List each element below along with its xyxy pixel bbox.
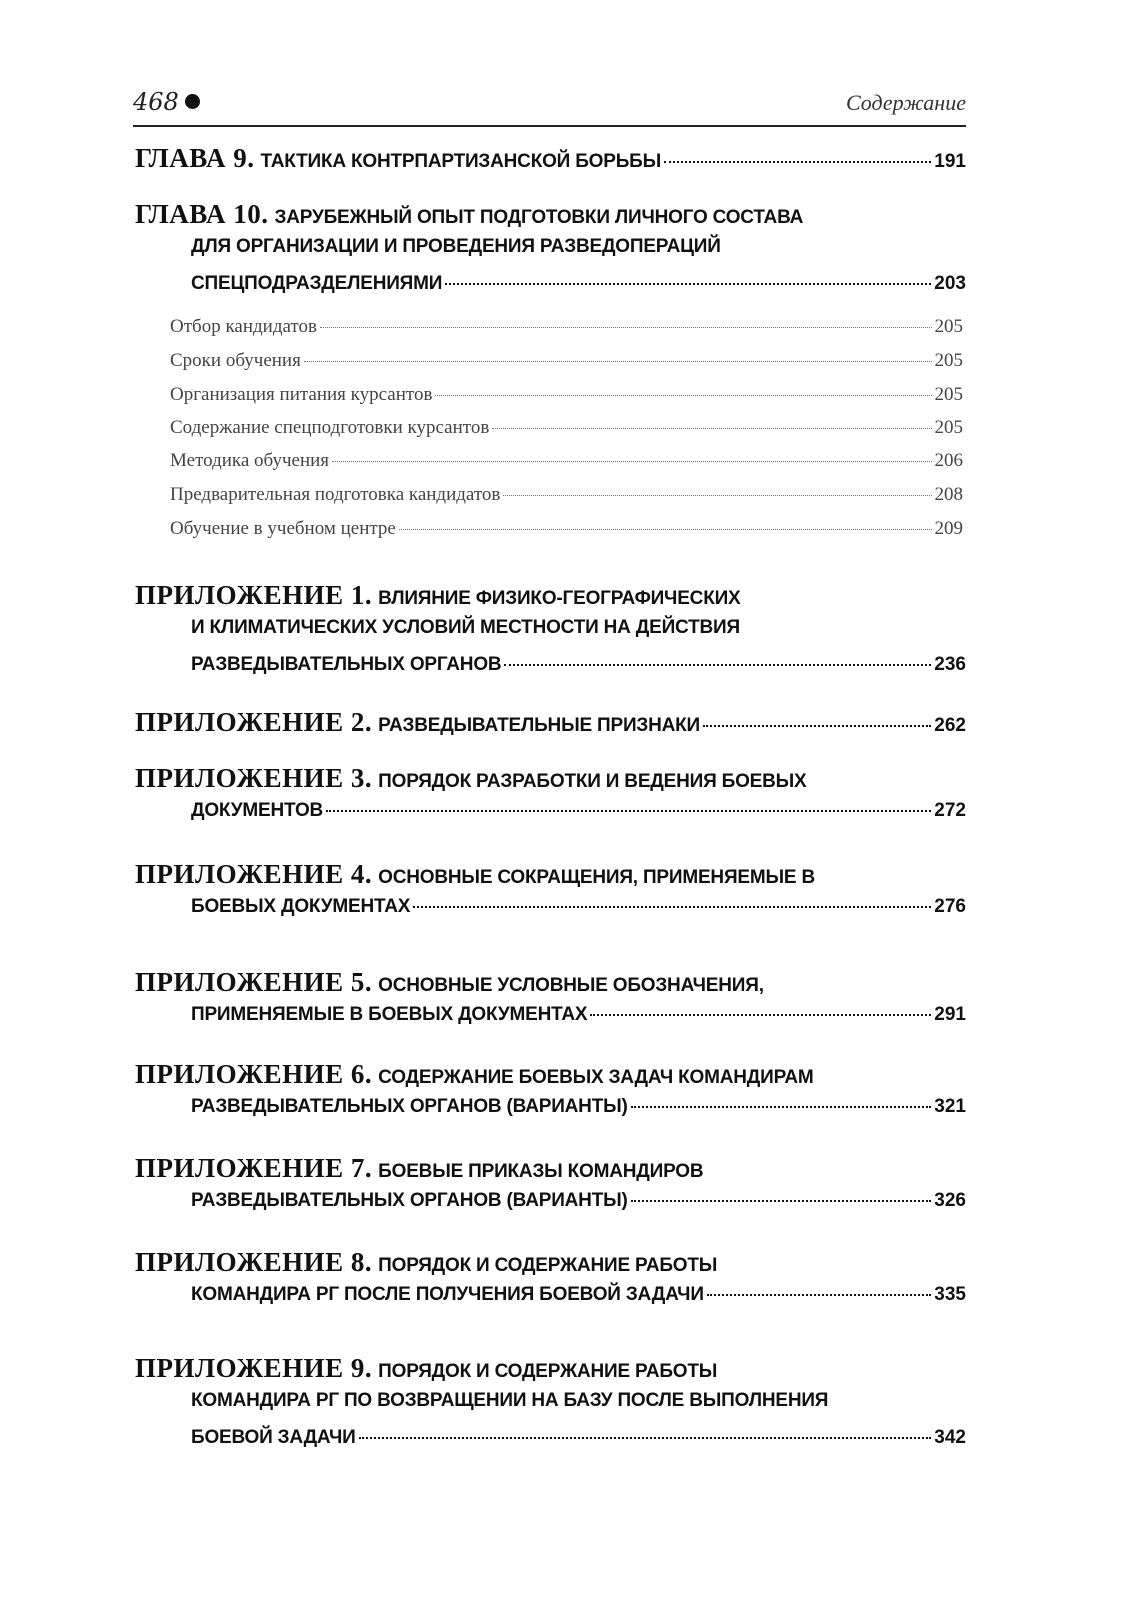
entry-line xyxy=(135,236,966,273)
entry-line xyxy=(135,896,966,933)
entry-title: ПОРЯДОК И СОДЕРЖАНИЕ РАБОТЫ xyxy=(378,1255,718,1276)
dot-leader xyxy=(445,283,931,285)
entry-title: БОЕВЫХ ДОКУМЕНТАХ xyxy=(191,896,411,917)
subsection-page: 206 xyxy=(934,450,963,471)
dot-leader xyxy=(359,1437,932,1439)
toc-subsection[interactable] xyxy=(170,518,963,552)
dot-leader xyxy=(664,161,931,163)
header-rule xyxy=(133,125,966,127)
toc-appendix-1[interactable] xyxy=(135,580,966,691)
entry-title: ПРИМЕНЯЕМЫЕ В БОЕВЫХ ДОКУМЕНТАХ xyxy=(191,1004,588,1025)
entry-label: ПРИЛОЖЕНИЕ 8. xyxy=(135,1247,373,1277)
entry-line xyxy=(135,1004,966,1041)
entry-line xyxy=(135,1390,966,1427)
entry-line xyxy=(135,763,966,800)
entry-line xyxy=(135,859,966,896)
entry-line xyxy=(135,1427,966,1464)
entry-label: ПРИЛОЖЕНИЕ 5. xyxy=(135,967,373,997)
entry-page: 276 xyxy=(934,896,966,917)
entry-line xyxy=(135,1284,966,1321)
entry-page: 291 xyxy=(934,1004,966,1025)
dot-leader xyxy=(504,664,931,666)
entry-page: 191 xyxy=(934,151,966,172)
entry-title: ОСНОВНЫЕ УСЛОВНЫЕ ОБОЗНАЧЕНИЯ, xyxy=(378,975,764,996)
entry-page: 335 xyxy=(934,1284,966,1305)
subsection-page: 205 xyxy=(934,316,963,337)
subsection-title: Обучение в учебном центре xyxy=(170,518,396,539)
subsection-title: Предварительная подготовка кандидатов xyxy=(170,484,501,505)
entry-label: ПРИЛОЖЕНИЕ 6. xyxy=(135,1059,373,1089)
entry-label: ПРИЛОЖЕНИЕ 7. xyxy=(135,1153,373,1183)
entry-title: РАЗВЕДЫВАТЕЛЬНЫЕ ПРИЗНАКИ xyxy=(378,715,701,736)
entry-line xyxy=(135,1153,966,1190)
entry-title: ВЛИЯНИЕ ФИЗИКО-ГЕОГРАФИЧЕСКИХ xyxy=(378,588,741,609)
entry-line xyxy=(135,143,966,180)
entry-line xyxy=(135,1353,966,1390)
subsection-page: 209 xyxy=(934,518,963,539)
entry-title: ПОРЯДОК И СОДЕРЖАНИЕ РАБОТЫ xyxy=(378,1361,718,1382)
entry-title: ОСНОВНЫЕ СОКРАЩЕНИЯ, ПРИМЕНЯЕМЫЕ В xyxy=(378,867,815,888)
toc-subsection[interactable] xyxy=(170,417,963,451)
subsection-page: 208 xyxy=(934,484,963,505)
toc-subsection[interactable] xyxy=(170,350,963,384)
entry-line xyxy=(135,654,966,691)
toc-appendix-5[interactable] xyxy=(135,967,966,1041)
entry-line xyxy=(135,707,966,744)
running-header: Содержание xyxy=(845,90,966,115)
entry-label: ПРИЛОЖЕНИЕ 4. xyxy=(135,859,373,889)
entry-title: СОДЕРЖАНИЕ БОЕВЫХ ЗАДАЧ КОМАНДИРАМ xyxy=(378,1067,814,1088)
subsection-title: Организация питания курсантов xyxy=(170,384,433,405)
entry-line xyxy=(135,800,966,837)
dot-leader xyxy=(399,529,932,530)
subsection-page: 205 xyxy=(934,384,963,405)
entry-line xyxy=(135,1190,966,1227)
entry-title: РАЗВЕДЫВАТЕЛЬНЫХ ОРГАНОВ xyxy=(191,654,502,675)
page-number xyxy=(133,88,200,116)
toc-subsection[interactable] xyxy=(170,316,963,350)
entry-page: 203 xyxy=(934,273,966,294)
entry-title: БОЕВОЙ ЗАДАЧИ xyxy=(191,1427,356,1448)
entry-label: ПРИЛОЖЕНИЕ 9. xyxy=(135,1353,373,1383)
toc-chapter-10[interactable] xyxy=(135,199,966,310)
entry-title: ДЛЯ ОРГАНИЗАЦИИ И ПРОВЕДЕНИЯ РАЗВЕДОПЕРАЦИЙ xyxy=(191,236,721,257)
entry-title: ЗАРУБЕЖНЫЙ ОПЫТ ПОДГОТОВКИ ЛИЧНОГО СОСТАВА xyxy=(274,207,804,228)
dot-leader xyxy=(590,1014,931,1016)
dot-leader xyxy=(320,327,932,328)
entry-line xyxy=(135,1247,966,1284)
toc-appendix-2[interactable] xyxy=(135,707,966,744)
subsection-title: Сроки обучения xyxy=(170,350,301,371)
toc-appendix-9[interactable] xyxy=(135,1353,966,1464)
entry-page: 236 xyxy=(934,654,966,675)
entry-label: ПРИЛОЖЕНИЕ 2. xyxy=(135,707,373,737)
entry-line xyxy=(135,199,966,236)
toc-appendix-7[interactable] xyxy=(135,1153,966,1227)
entry-title: РАЗВЕДЫВАТЕЛЬНЫХ ОРГАНОВ (ВАРИАНТЫ) xyxy=(191,1096,628,1117)
entry-page: 272 xyxy=(934,800,966,821)
dot-leader xyxy=(413,906,931,908)
subsection-page: 205 xyxy=(934,417,963,438)
entry-line xyxy=(135,1059,966,1096)
bullet-icon xyxy=(185,94,200,109)
entry-label: ГЛАВА 10. xyxy=(135,199,269,229)
entry-title: СПЕЦПОДРАЗДЕЛЕНИЯМИ xyxy=(191,273,443,294)
entry-label: ГЛАВА 9. xyxy=(135,143,255,173)
toc-appendix-8[interactable] xyxy=(135,1247,966,1321)
entry-title: КОМАНДИРА РГ ПО ВОЗВРАЩЕНИИ НА БАЗУ ПОСЛЕ ВЫПОЛНЕНИЯ xyxy=(191,1390,829,1411)
dot-leader xyxy=(703,725,931,727)
toc-subsection[interactable] xyxy=(170,450,963,484)
entry-title: ДОКУМЕНТОВ xyxy=(191,800,324,821)
dot-leader xyxy=(304,361,932,362)
entry-line xyxy=(135,580,966,617)
entry-title: КОМАНДИРА РГ ПОСЛЕ ПОЛУЧЕНИЯ БОЕВОЙ ЗАДАЧИ xyxy=(191,1284,704,1305)
entry-title: И КЛИМАТИЧЕСКИХ УСЛОВИЙ МЕСТНОСТИ НА ДЕЙСТВИЯ xyxy=(191,617,740,638)
entry-title: РАЗВЕДЫВАТЕЛЬНЫХ ОРГАНОВ (ВАРИАНТЫ) xyxy=(191,1190,628,1211)
entry-title: ТАКТИКА КОНТРПАРТИЗАНСКОЙ БОРЬБЫ xyxy=(260,151,662,172)
dot-leader xyxy=(631,1106,932,1108)
entry-title: БОЕВЫЕ ПРИКАЗЫ КОМАНДИРОВ xyxy=(378,1161,704,1182)
dot-leader xyxy=(492,428,931,429)
page-number-text: 468 xyxy=(133,88,179,116)
entry-page: 326 xyxy=(934,1190,966,1211)
dot-leader xyxy=(707,1294,932,1296)
dot-leader xyxy=(503,495,931,496)
toc-subsection[interactable] xyxy=(170,384,963,418)
toc-appendix-3[interactable] xyxy=(135,763,966,837)
toc-appendix-6[interactable] xyxy=(135,1059,966,1133)
subsection-title: Отбор кандидатов xyxy=(170,316,317,337)
entry-label: ПРИЛОЖЕНИЕ 3. xyxy=(135,763,373,793)
entry-label: ПРИЛОЖЕНИЕ 1. xyxy=(135,580,373,610)
entry-line xyxy=(135,1096,966,1133)
entry-line xyxy=(135,273,966,310)
entry-page: 321 xyxy=(934,1096,966,1117)
toc-subsection[interactable] xyxy=(170,484,963,518)
entry-title: ПОРЯДОК РАЗРАБОТКИ И ВЕДЕНИЯ БОЕВЫХ xyxy=(378,771,807,792)
toc-chapter-9[interactable] xyxy=(135,143,966,180)
entry-page: 262 xyxy=(934,715,966,736)
dot-leader xyxy=(631,1200,932,1202)
subsection-page: 205 xyxy=(934,350,963,371)
dot-leader xyxy=(332,461,931,462)
entry-page: 342 xyxy=(934,1427,966,1448)
dot-leader xyxy=(326,810,931,812)
entry-line xyxy=(135,967,966,1004)
dot-leader xyxy=(435,395,931,396)
toc-appendix-4[interactable] xyxy=(135,859,966,933)
entry-line xyxy=(135,617,966,654)
subsection-title: Содержание спецподготовки курсантов xyxy=(170,417,490,438)
subsection-title: Методика обучения xyxy=(170,450,330,471)
